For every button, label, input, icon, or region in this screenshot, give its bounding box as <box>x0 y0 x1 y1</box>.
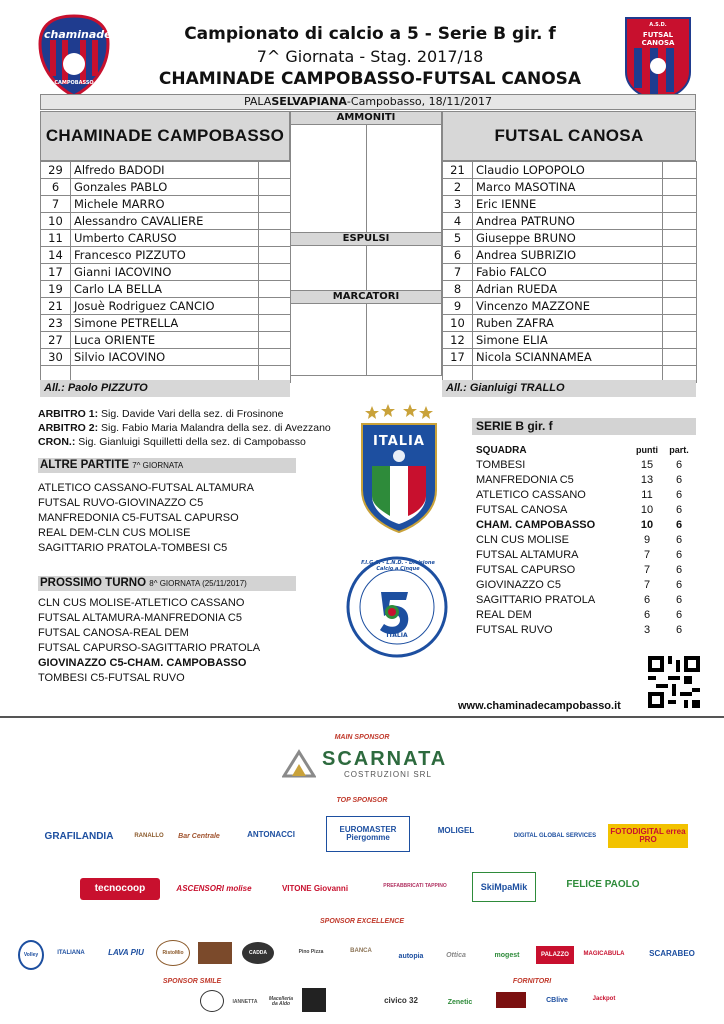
canosa-logo-text: FUTSAL CANOSA <box>641 31 675 47</box>
next-round-list <box>38 596 260 686</box>
team-played: 6 <box>675 579 683 591</box>
table-row <box>443 162 697 179</box>
team-name: CHAM. CAMPOBASSO <box>476 519 596 531</box>
player-note-cell <box>663 247 697 264</box>
player-number: 14 <box>41 247 71 264</box>
list-item: CLN CUS MOLISE-ATLETICO CASSANO <box>38 597 245 609</box>
sponsor-logo: Jackpot <box>592 996 616 1002</box>
table-row <box>443 179 697 196</box>
player-note-cell <box>259 264 291 281</box>
player-name: Josuè Rodriguez CANCIO <box>71 298 259 315</box>
marcatori-area <box>290 304 442 376</box>
player-number: 4 <box>443 213 473 230</box>
away-coach: All.: Gianluigi TRALLO <box>442 380 696 397</box>
team-name: ATLETICO CASSANO <box>476 489 586 501</box>
sponsor-logo: FELICE PAOLO <box>566 879 640 890</box>
other-games-header <box>38 458 296 473</box>
table-row <box>476 578 696 593</box>
table-row <box>41 332 291 349</box>
italia-shield-logo <box>358 404 440 534</box>
sponsor-logo: ASCENSORI molise <box>176 884 252 893</box>
table-row <box>476 533 696 548</box>
player-number: 10 <box>41 213 71 230</box>
player-name: Simone PETRELLA <box>71 315 259 332</box>
venue-rest: -Campobasso, 18/11/2017 <box>346 95 493 108</box>
sponsor-logo: RistoMio <box>156 940 190 966</box>
list-item: FUTSAL ALTAMURA-MANFREDONIA C5 <box>38 612 242 624</box>
player-number: 6 <box>41 179 71 196</box>
espulsi-label: ESPULSI <box>290 232 442 246</box>
player-number: 29 <box>41 162 71 179</box>
referee-role: ARBITRO 2: <box>38 422 99 434</box>
player-name: Francesco PIZZUTO <box>71 247 259 264</box>
player-note-cell <box>259 213 291 230</box>
team-points: 6 <box>643 609 651 621</box>
player-name: Ruben ZAFRA <box>473 315 663 332</box>
team-name: SAGITTARIO PRATOLA <box>476 594 596 606</box>
team-played: 6 <box>675 459 683 471</box>
sponsor-logo: LAVA PIU <box>108 948 144 957</box>
website-link[interactable]: www.chaminadecampobasso.it <box>458 700 621 712</box>
table-row <box>476 548 696 563</box>
italia-text: ITALIA <box>373 434 425 449</box>
table-row <box>476 458 696 473</box>
player-name: Nicola SCIANNAMEA <box>473 349 663 366</box>
venue-prefix: PALA <box>243 95 272 108</box>
championship-title: Campionato di calcio a 5 - Serie B gir. f <box>184 24 556 44</box>
list-item: ATLETICO CASSANO-FUTSAL ALTAMURA <box>38 482 254 494</box>
team-name: FUTSAL RUVO <box>476 624 553 636</box>
player-number: 19 <box>41 281 71 298</box>
sponsor-logo: mogest <box>494 951 520 959</box>
player-note-cell <box>259 332 291 349</box>
team-name: FUTSAL CAPURSO <box>476 564 576 576</box>
table-row <box>443 230 697 247</box>
round-title: 7^ Giornata - Stag. 2017/18 <box>256 47 484 66</box>
excellence-label: SPONSOR EXCELLENCE <box>319 918 404 925</box>
sponsor-logo <box>496 992 526 1008</box>
player-number: 12 <box>443 332 473 349</box>
col-team: SQUADRA <box>476 445 527 456</box>
home-team-name: CHAMINADE CAMPOBASSO <box>40 111 290 161</box>
list-item: FUTSAL CAPURSO-SAGITTARIO PRATOLA <box>38 642 261 654</box>
team-played: 6 <box>675 549 683 561</box>
player-note-cell <box>259 247 291 264</box>
chaminade-logo <box>38 14 110 98</box>
player-note-cell <box>259 315 291 332</box>
player-note-cell <box>663 264 697 281</box>
player-name: Luca ORIENTE <box>71 332 259 349</box>
home-roster <box>40 161 291 383</box>
table-row <box>41 179 291 196</box>
player-name: Carlo LA BELLA <box>71 281 259 298</box>
other-games-subtitle: 7^ GIORNATA <box>132 461 184 470</box>
player-number: 11 <box>41 230 71 247</box>
referees <box>38 407 331 449</box>
list-item: FUTSAL CANOSA-REAL DEM <box>38 627 189 639</box>
team-points: 10 <box>640 504 654 516</box>
table-row <box>476 488 696 503</box>
team-played: 6 <box>675 564 683 576</box>
player-note-cell <box>663 179 697 196</box>
table-row <box>443 213 697 230</box>
table-header-row <box>476 443 696 458</box>
col-points: punti <box>636 445 658 455</box>
other-games-title: ALTRE PARTITE <box>40 459 130 471</box>
smile-label: SPONSOR SMILE <box>162 978 222 985</box>
player-note-cell <box>259 298 291 315</box>
scarnata-logo <box>282 746 458 780</box>
sponsor-logo: FOTODIGITAL errea PRO <box>608 824 688 848</box>
ammoniti-label: AMMONITI <box>290 111 442 125</box>
player-name: Vincenzo MAZZONE <box>473 298 663 315</box>
table-row <box>443 332 697 349</box>
player-name: Silvio IACOVINO <box>71 349 259 366</box>
events-column <box>290 111 442 376</box>
marcatori-label: MARCATORI <box>290 290 442 304</box>
sponsor-logo: Pino Pizza <box>298 948 324 955</box>
table-row <box>443 298 697 315</box>
team-name: MANFREDONIA C5 <box>476 474 574 486</box>
player-name: Eric IENNE <box>473 196 663 213</box>
sponsor-logo: EUROMASTER Piergomme <box>326 816 410 852</box>
player-name: Claudio LOPOPOLO <box>473 162 663 179</box>
suppliers-label: FORNITORI <box>512 978 552 985</box>
sponsor-logo: MOLIGEL <box>437 826 475 835</box>
sponsor-logo <box>164 990 194 1012</box>
sponsor-logo: PALAZZO <box>536 946 574 964</box>
player-note-cell <box>663 196 697 213</box>
sponsor-logo: RANALLO <box>134 833 164 839</box>
standings-title: SERIE B gir. f <box>472 418 696 435</box>
table-row <box>41 264 291 281</box>
table-row <box>443 247 697 264</box>
futsal-canosa-logo <box>622 14 694 102</box>
table-row <box>41 349 291 366</box>
team-name: FUTSAL ALTAMURA <box>476 549 579 561</box>
player-number: 5 <box>443 230 473 247</box>
chaminade-logo-text: chaminade <box>44 28 112 41</box>
chaminade-logo-sub: CAMPOBASSO <box>54 80 94 86</box>
team-played: 6 <box>675 519 683 531</box>
player-name: Giuseppe BRUNO <box>473 230 663 247</box>
list-item: FUTSAL RUVO-GIOVINAZZO C5 <box>38 497 204 509</box>
player-number: 17 <box>443 349 473 366</box>
player-name: Gonzales PABLO <box>71 179 259 196</box>
referee-name: Sig. Davide Vari della sez. di Frosinone <box>98 408 284 420</box>
table-row <box>443 264 697 281</box>
team-points: 15 <box>640 459 654 471</box>
player-number: 3 <box>443 196 473 213</box>
player-number: 9 <box>443 298 473 315</box>
qr-code-icon[interactable] <box>648 656 700 708</box>
team-points: 3 <box>643 624 651 636</box>
team-played: 6 <box>675 504 683 516</box>
player-number: 10 <box>443 315 473 332</box>
player-number: 23 <box>41 315 71 332</box>
divider <box>0 716 724 718</box>
player-number: 27 <box>41 332 71 349</box>
referee-role: ARBITRO 1: <box>38 408 99 420</box>
player-note-cell <box>663 298 697 315</box>
espulsi-area <box>290 246 442 290</box>
player-number: 6 <box>443 247 473 264</box>
referee-role: CRON.: <box>38 436 76 448</box>
top-sponsor-label: TOP SPONSOR <box>336 797 388 804</box>
team-points: 7 <box>643 549 651 561</box>
player-note-cell <box>663 213 697 230</box>
player-note-cell <box>259 230 291 247</box>
table-row <box>476 623 696 638</box>
sponsor-logo: tecnocoop <box>80 878 160 900</box>
col-played: part. <box>669 445 689 455</box>
next-round-header <box>38 576 296 591</box>
other-games-list <box>38 481 254 556</box>
match-title: CHAMINADE CAMPOBASSO-FUTSAL CANOSA <box>158 69 582 89</box>
sponsor-logo: Zenetic <box>447 998 473 1006</box>
table-row <box>476 593 696 608</box>
sponsor-logo: DIGITAL GLOBAL SERVICES <box>513 833 597 839</box>
team-points: 7 <box>643 564 651 576</box>
away-roster <box>442 161 697 383</box>
next-round-subtitle: 8^ GIORNATA (25/11/2017) <box>149 579 247 588</box>
main-sponsor-label: MAIN SPONSOR <box>334 734 390 741</box>
main-sponsor-name: SCARNATA <box>322 748 448 770</box>
player-number: 2 <box>443 179 473 196</box>
table-row <box>476 518 696 533</box>
team-name: TOMBESI <box>476 459 526 471</box>
sponsor-logo: CBlive <box>546 996 568 1004</box>
player-number: 17 <box>41 264 71 281</box>
list-item: TOMBESI C5-FUTSAL RUVO <box>38 672 185 684</box>
player-number: 30 <box>41 349 71 366</box>
sponsor-logo: VITONE Giovanni <box>281 884 349 893</box>
standings-table <box>476 443 696 638</box>
player-name: Gianni IACOVINO <box>71 264 259 281</box>
sponsor-logo: SkiMpaMik <box>472 872 536 902</box>
next-round-title: PROSSIMO TURNO <box>40 577 147 589</box>
table-row <box>41 213 291 230</box>
team-played: 6 <box>675 534 683 546</box>
figc-c5-badge <box>346 556 448 658</box>
team-played: 6 <box>675 489 683 501</box>
table-row <box>443 349 697 366</box>
player-note-cell <box>259 179 291 196</box>
player-name: Adrian RUEDA <box>473 281 663 298</box>
player-note-cell <box>663 349 697 366</box>
sponsor-logo: BANCA <box>350 948 372 954</box>
sponsor-logo: Macelleria da Aldo <box>268 996 294 1007</box>
sponsor-logo: MAGICABULA <box>583 951 625 957</box>
player-name: Simone ELIA <box>473 332 663 349</box>
table-row <box>476 563 696 578</box>
team-name: GIOVINAZZO C5 <box>476 579 561 591</box>
player-note-cell <box>259 281 291 298</box>
player-name: Fabio FALCO <box>473 264 663 281</box>
player-note-cell <box>663 162 697 179</box>
sponsor-logo: civico 32 <box>384 996 418 1005</box>
sponsor-logo: autopia <box>398 952 424 960</box>
player-name: Marco MASOTINA <box>473 179 663 196</box>
player-note-cell <box>663 332 697 349</box>
list-item: GIOVINAZZO C5-CHAM. CAMPOBASSO <box>38 657 247 669</box>
team-points: 10 <box>640 519 654 531</box>
player-name: Andrea SUBRIZIO <box>473 247 663 264</box>
home-coach: All.: Paolo PIZZUTO <box>40 380 290 397</box>
player-number: 7 <box>443 264 473 281</box>
sponsor-logo <box>200 990 224 1012</box>
venue-bar <box>40 94 696 110</box>
player-note-cell <box>259 196 291 213</box>
team-points: 13 <box>640 474 654 486</box>
table-row <box>41 298 291 315</box>
table-row <box>476 608 696 623</box>
team-name: FUTSAL CANOSA <box>476 504 568 516</box>
table-row <box>41 281 291 298</box>
table-row <box>443 196 697 213</box>
player-note-cell <box>663 281 697 298</box>
venue-name: SELVAPIANA <box>271 95 347 108</box>
player-note-cell <box>259 349 291 366</box>
sponsor-logo: IANNETTA <box>232 998 258 1005</box>
table-row <box>41 315 291 332</box>
table-row <box>476 473 696 488</box>
table-row <box>443 315 697 332</box>
sponsor-logo: ANTONACCI <box>247 830 295 839</box>
sponsor-logo <box>302 988 326 1012</box>
main-sponsor-sub: COSTRUZIONI SRL <box>344 770 432 779</box>
table-row <box>41 230 291 247</box>
player-name: Michele MARRO <box>71 196 259 213</box>
ammoniti-area <box>290 125 442 232</box>
list-item: MANFREDONIA C5-FUTSAL CAPURSO <box>38 512 239 524</box>
sponsor-logo: GRAFILANDIA <box>44 831 114 842</box>
sponsor-logo: Volley <box>18 940 44 970</box>
player-name: Alfredo BADODI <box>71 162 259 179</box>
sponsor-logo: SCARABEO <box>649 949 695 958</box>
player-number: 21 <box>41 298 71 315</box>
sponsor-logo: Ottica <box>446 951 466 959</box>
list-item: SAGITTARIO PRATOLA-TOMBESI C5 <box>38 542 228 554</box>
sponsor-logo: ITALIANA <box>57 950 85 956</box>
team-played: 6 <box>675 609 683 621</box>
team-points: 11 <box>641 489 653 501</box>
list-item: REAL DEM-CLN CUS MOLISE <box>38 527 191 539</box>
team-played: 6 <box>675 594 683 606</box>
figc-italia-text: ITALIA <box>386 632 408 639</box>
sponsor-logo <box>198 942 232 964</box>
table-row <box>41 162 291 179</box>
referee-name: Sig. Fabio Maria Malandra della sez. di Avezzano <box>98 422 331 434</box>
away-team-name: FUTSAL CANOSA <box>442 111 696 161</box>
referee-line <box>38 421 331 435</box>
player-note-cell <box>663 230 697 247</box>
referee-line <box>38 407 331 421</box>
sponsor-logo: Bar Centrale <box>178 832 220 840</box>
team-name: REAL DEM <box>476 609 532 621</box>
table-row <box>41 196 291 213</box>
sponsor-logo: CADDA <box>242 942 274 964</box>
figc-c5-text: F.I.G.C. - L.N.D. - Divisione Calcio a Cinque <box>361 560 435 572</box>
team-played: 6 <box>675 624 683 636</box>
table-row <box>476 503 696 518</box>
table-row <box>41 247 291 264</box>
sponsor-logo: PREFABBRICATI TAPPINO <box>383 882 447 889</box>
player-name: Umberto CARUSO <box>71 230 259 247</box>
player-note-cell <box>663 315 697 332</box>
team-points: 6 <box>643 594 651 606</box>
player-number: 8 <box>443 281 473 298</box>
player-number: 21 <box>443 162 473 179</box>
player-name: Andrea PATRUNO <box>473 213 663 230</box>
team-points: 9 <box>643 534 651 546</box>
canosa-logo-top: A.S.D. <box>649 22 667 28</box>
team-name: CLN CUS MOLISE <box>476 534 569 546</box>
player-note-cell <box>259 162 291 179</box>
referee-name: Sig. Gianluigi Squilletti della sez. di Campobasso <box>75 436 306 448</box>
referee-line <box>38 435 331 449</box>
table-row <box>443 281 697 298</box>
team-points: 7 <box>643 579 651 591</box>
player-name: Alessandro CAVALIERE <box>71 213 259 230</box>
team-played: 6 <box>675 474 683 486</box>
player-number: 7 <box>41 196 71 213</box>
